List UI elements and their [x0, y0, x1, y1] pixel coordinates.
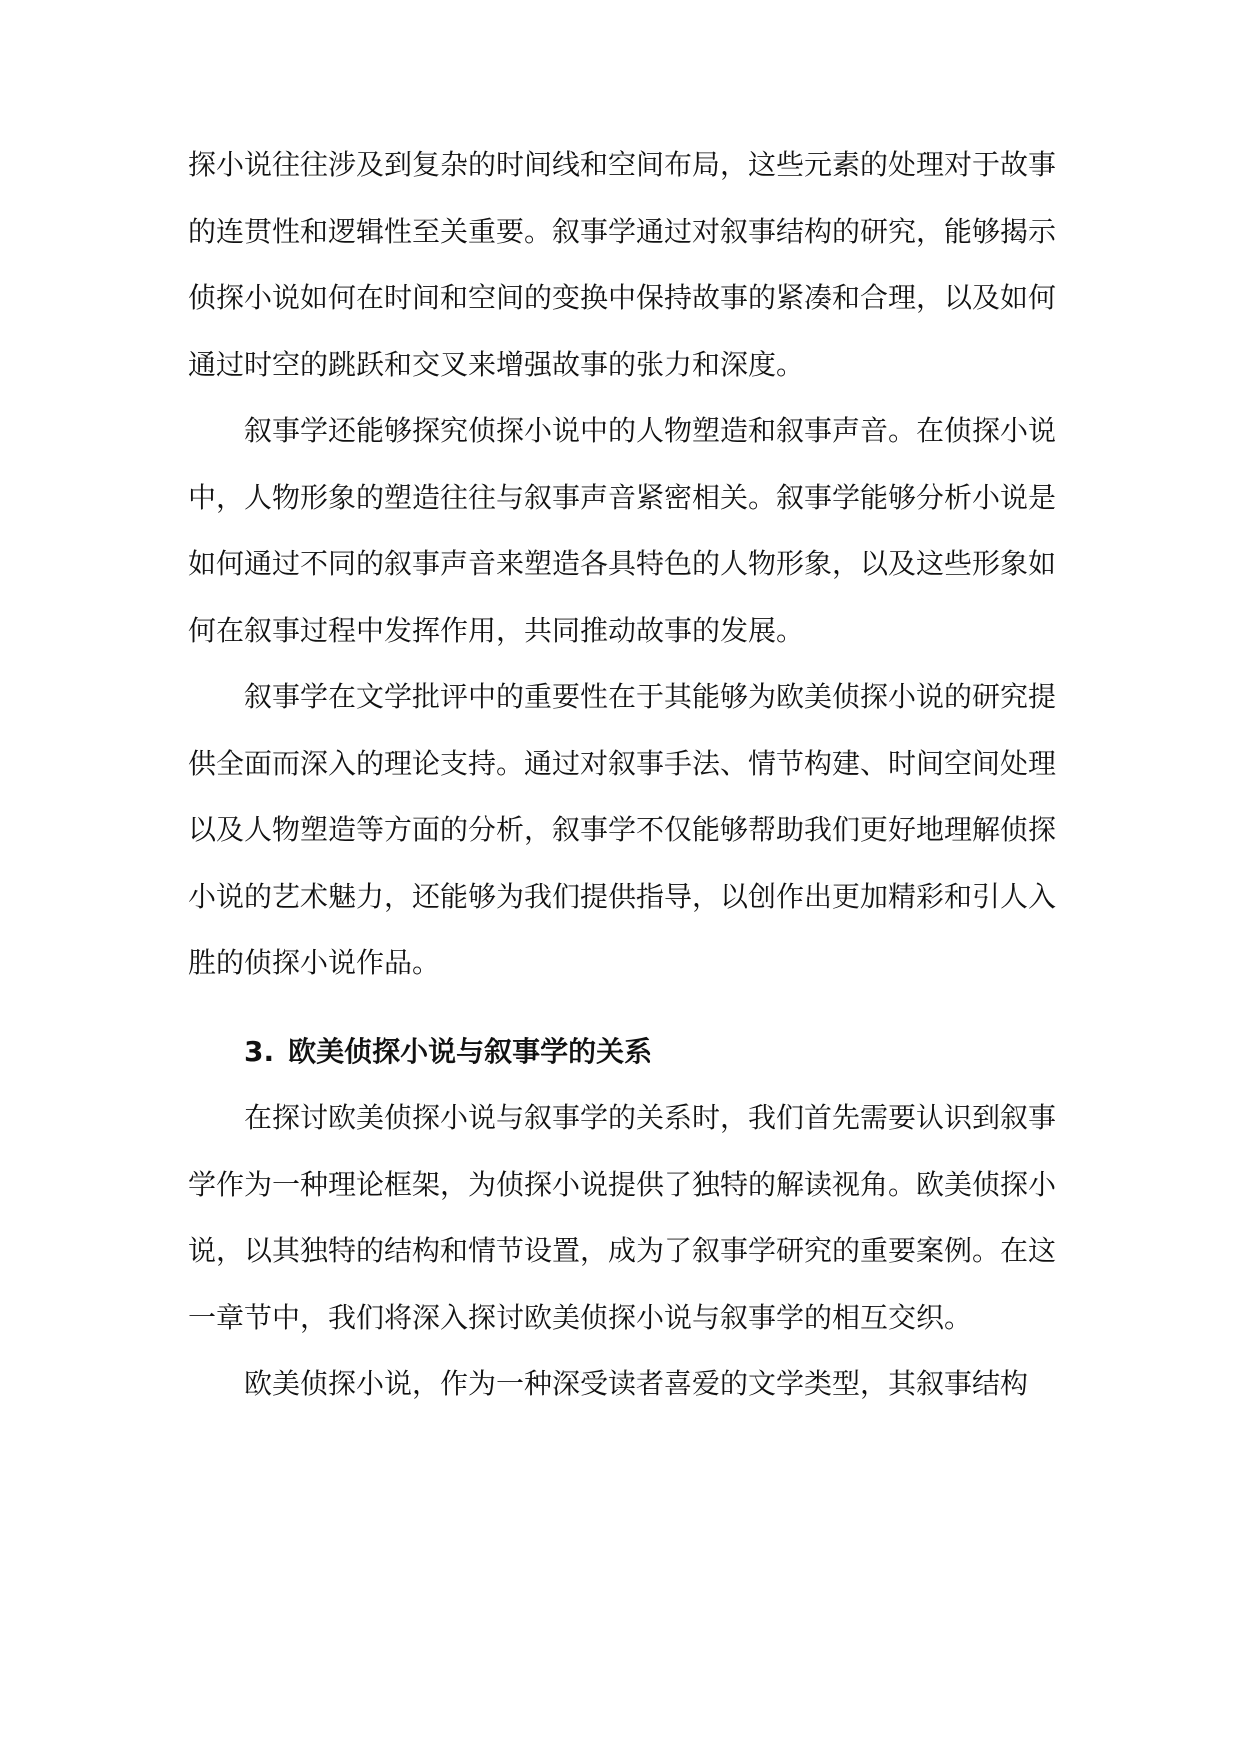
body-text — [188, 132, 1056, 1418]
section-heading — [188, 1019, 1056, 1086]
paragraph-3: 叙事学在文学批评中的重要性在于其能够为欧美侦探小说的研究提供全面而深入的理论支持。通过对叙事手法、情节构建、时间空间处理以及人物塑造等方面的分析，叙事学不仅能够帮助我们更好地理解侦探小说的艺术魅力，还能够为我们提供指导，以创作出更加精彩和引人入胜的侦探小说作品。 — [188, 680, 1057, 979]
paragraph-1: 探小说往往涉及到复杂的时间线和空间布局，这些元素的处理对于故事的连贯性和逻辑性至关重要。叙事学通过对叙事结构的研究，能够揭示侦探小说如何在时间和空间的变换中保持故事的紧凑和合理，以及如何通过时空的跳跃和交叉来增强故事的张力和深度。 — [188, 148, 1057, 381]
paragraph-4: 在探讨欧美侦探小说与叙事学的关系时，我们首先需要认识到叙事学作为一种理论框架，为侦探小说提供了独特的解读视角。欧美侦探小说，以其独特的结构和情节设置，成为了叙事学研究的重要案例。在这一章节中，我们将深入探讨欧美侦探小说与叙事学的相互交织。 — [188, 1101, 1057, 1334]
section-title: 欧美侦探小说与叙事学的关系 — [288, 1034, 653, 1068]
paragraph-2: 叙事学还能够探究侦探小说中的人物塑造和叙事声音。在侦探小说中，人物形象的塑造往往与叙事声音紧密相关。叙事学能够分析小说是如何通过不同的叙事声音来塑造各具特色的人物形象，以及这些形象如何在叙事过程中发挥作用，共同推动故事的发展。 — [188, 414, 1057, 647]
paragraph-5: 欧美侦探小说，作为一种深受读者喜爱的文学类型，其叙事结构 — [244, 1367, 1029, 1400]
section-number: 3. — [244, 1034, 275, 1068]
